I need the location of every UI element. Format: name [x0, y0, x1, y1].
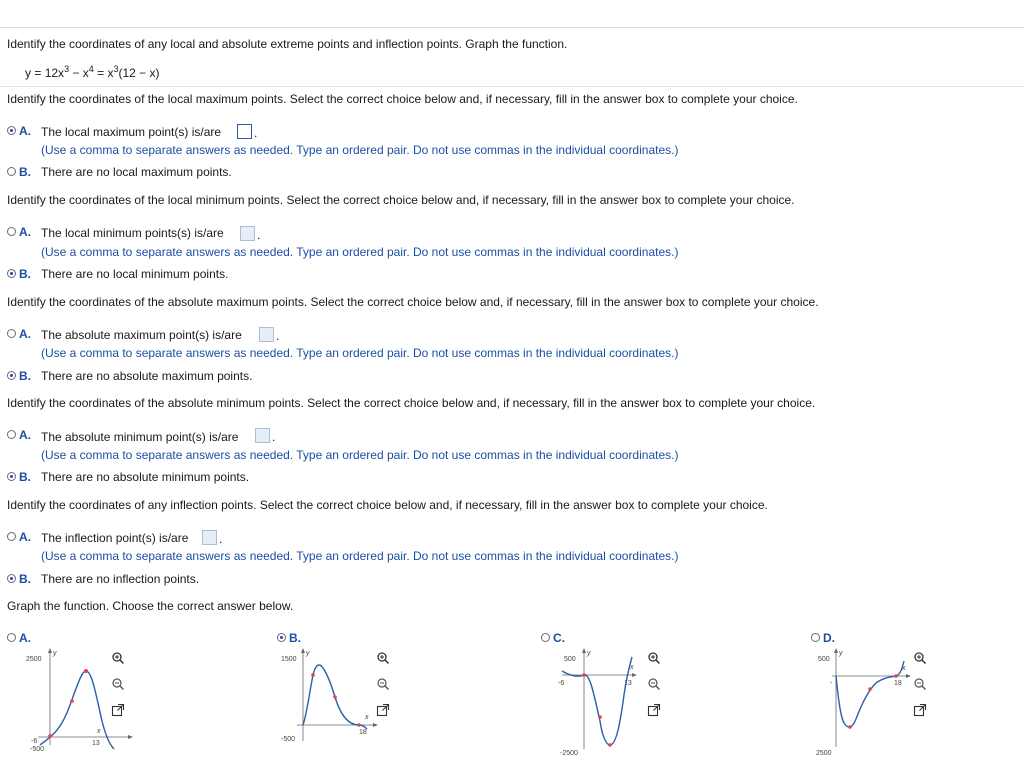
x-left-label: -6	[558, 680, 565, 687]
radio-graph-b[interactable]	[277, 633, 286, 642]
answer-input[interactable]	[259, 327, 274, 342]
zoom-in-icon[interactable]	[647, 651, 661, 665]
y-top-label: 2500	[26, 656, 42, 663]
y-bottom-label: -2500	[560, 750, 578, 755]
choice-a-text: The inflection point(s) is/are	[41, 531, 189, 545]
choice-letter: A.	[19, 327, 31, 341]
period: .	[276, 329, 280, 343]
popout-icon[interactable]	[913, 703, 927, 717]
period: .	[257, 228, 261, 242]
choice-letter: A.	[19, 124, 31, 138]
radio-choice-b[interactable]	[7, 269, 16, 278]
zoom-in-icon[interactable]	[376, 651, 390, 665]
equation: $y = 12x^3 - x^4 = x^3(12 - x)$	[25, 64, 160, 80]
period: .	[254, 126, 258, 140]
comma-hint: (Use a comma to separate answers as needed. Type an ordered pair. Do not use commas in the individual coordinates.)	[41, 245, 679, 259]
answer-input[interactable]	[240, 226, 255, 241]
x-right-label: 13	[92, 740, 100, 747]
choice-letter: A.	[19, 428, 31, 442]
comma-hint: (Use a comma to separate answers as needed. Type an ordered pair. Do not use commas in the individual coordinates.)	[41, 143, 679, 157]
answer-input[interactable]	[237, 124, 252, 139]
choice-b-text: There are no absolute maximum points.	[41, 369, 253, 383]
zoom-in-icon[interactable]	[913, 651, 927, 665]
choice-a-text: The local minimum points(s) is/are	[41, 226, 224, 240]
period: .	[272, 430, 276, 444]
answer-input[interactable]	[255, 428, 270, 443]
x-axis-label: x	[97, 728, 101, 735]
radio-choice-b[interactable]	[7, 472, 16, 481]
radio-choice-b[interactable]	[7, 574, 16, 583]
comma-hint: (Use a comma to separate answers as needed. Type an ordered pair. Do not use commas in the individual coordinates.)	[41, 549, 679, 563]
graph-letter: B.	[289, 631, 301, 645]
instructions: Identify the coordinates of any local and absolute extreme points and inflection points. Graph the function.	[7, 37, 568, 51]
graph-letter: A.	[19, 631, 31, 645]
choice-letter: B.	[19, 165, 31, 179]
y-top-label: 500	[564, 656, 576, 663]
x-left-label: -6	[31, 738, 38, 745]
choice-a-text: The absolute maximum point(s) is/are	[41, 328, 242, 342]
choice-a-text: The absolute minimum point(s) is/are	[41, 430, 239, 444]
x-right-label: 13	[624, 680, 632, 687]
question-prompt: Identify the coordinates of the absolute maximum points. Select the correct choice below and, if necessary, fill in the answer box to complete your choice.	[7, 295, 819, 309]
radio-choice-b[interactable]	[7, 371, 16, 380]
header-divider	[0, 27, 1024, 28]
radio-choice-b[interactable]	[7, 167, 16, 176]
y-top-label: 500	[818, 656, 830, 663]
choice-letter: B.	[19, 470, 31, 484]
y-bottom-label: -500	[30, 746, 45, 753]
radio-choice-a[interactable]	[7, 430, 16, 439]
choice-letter: A.	[19, 530, 31, 544]
y-top-label: 1500	[281, 656, 297, 663]
popout-icon[interactable]	[647, 703, 661, 717]
choice-letter: A.	[19, 225, 31, 239]
choice-a-text: The local maximum point(s) is/are	[41, 125, 222, 139]
zoom-in-icon[interactable]	[111, 651, 125, 665]
choice-letter: B.	[19, 369, 31, 383]
y-axis-label: y	[839, 650, 843, 657]
graph-letter: C.	[553, 631, 565, 645]
choice-b-text: There are no local maximum points.	[41, 165, 232, 179]
question-prompt: Identify the coordinates of the local maximum points. Select the correct choice below and, if necessary, fill in the answer box to complete your choice.	[7, 92, 798, 106]
radio-choice-a[interactable]	[7, 329, 16, 338]
zoom-out-icon[interactable]	[647, 677, 661, 691]
radio-choice-a[interactable]	[7, 227, 16, 236]
question-prompt: Identify the coordinates of any inflection points. Select the correct choice below and, if necessary, fill in the answer box to complete your choice.	[7, 498, 768, 512]
radio-graph-d[interactable]	[811, 633, 820, 642]
comma-hint: (Use a comma to separate answers as needed. Type an ordered pair. Do not use commas in the individual coordinates.)	[41, 346, 679, 360]
divider	[0, 86, 1024, 87]
choice-letter: B.	[19, 267, 31, 281]
graph-letter: D.	[823, 631, 835, 645]
choice-b-text: There are no inflection points.	[41, 572, 200, 586]
zoom-out-icon[interactable]	[913, 677, 927, 691]
y-axis-label: y	[53, 650, 57, 657]
choice-b-text: There are no local minimum points.	[41, 267, 229, 281]
popout-icon[interactable]	[376, 703, 390, 717]
zoom-out-icon[interactable]	[111, 677, 125, 691]
x-right-label: 18	[359, 729, 367, 736]
x-axis-label: x	[902, 665, 906, 672]
x-right-label: 18	[894, 680, 902, 687]
question-prompt: Identify the coordinates of the local minimum points. Select the correct choice below and, if necessary, fill in the answer box to complete your choice.	[7, 193, 795, 207]
x-left-label: -	[830, 680, 833, 687]
choice-letter: B.	[19, 572, 31, 586]
y-axis-label: y	[306, 650, 310, 657]
popout-icon[interactable]	[111, 703, 125, 717]
y-bottom-label: 2500	[816, 750, 832, 755]
graph-prompt: Graph the function. Choose the correct answer below.	[7, 599, 294, 613]
period: .	[219, 532, 223, 546]
x-axis-label: x	[365, 714, 369, 721]
y-bottom-label: -500	[281, 736, 296, 743]
radio-graph-a[interactable]	[7, 633, 16, 642]
question-prompt: Identify the coordinates of the absolute minimum points. Select the correct choice below and, if necessary, fill in the answer box to complete your choice.	[7, 396, 816, 410]
zoom-out-icon[interactable]	[376, 677, 390, 691]
answer-input[interactable]	[202, 530, 217, 545]
radio-graph-c[interactable]	[541, 633, 550, 642]
radio-choice-a[interactable]	[7, 126, 16, 135]
choice-b-text: There are no absolute minimum points.	[41, 470, 250, 484]
graph-option-a[interactable]	[22, 645, 152, 755]
radio-choice-a[interactable]	[7, 532, 16, 541]
x-axis-label: x	[630, 664, 634, 671]
comma-hint: (Use a comma to separate answers as needed. Type an ordered pair. Do not use commas in the individual coordinates.)	[41, 448, 679, 462]
y-axis-label: y	[587, 650, 591, 657]
